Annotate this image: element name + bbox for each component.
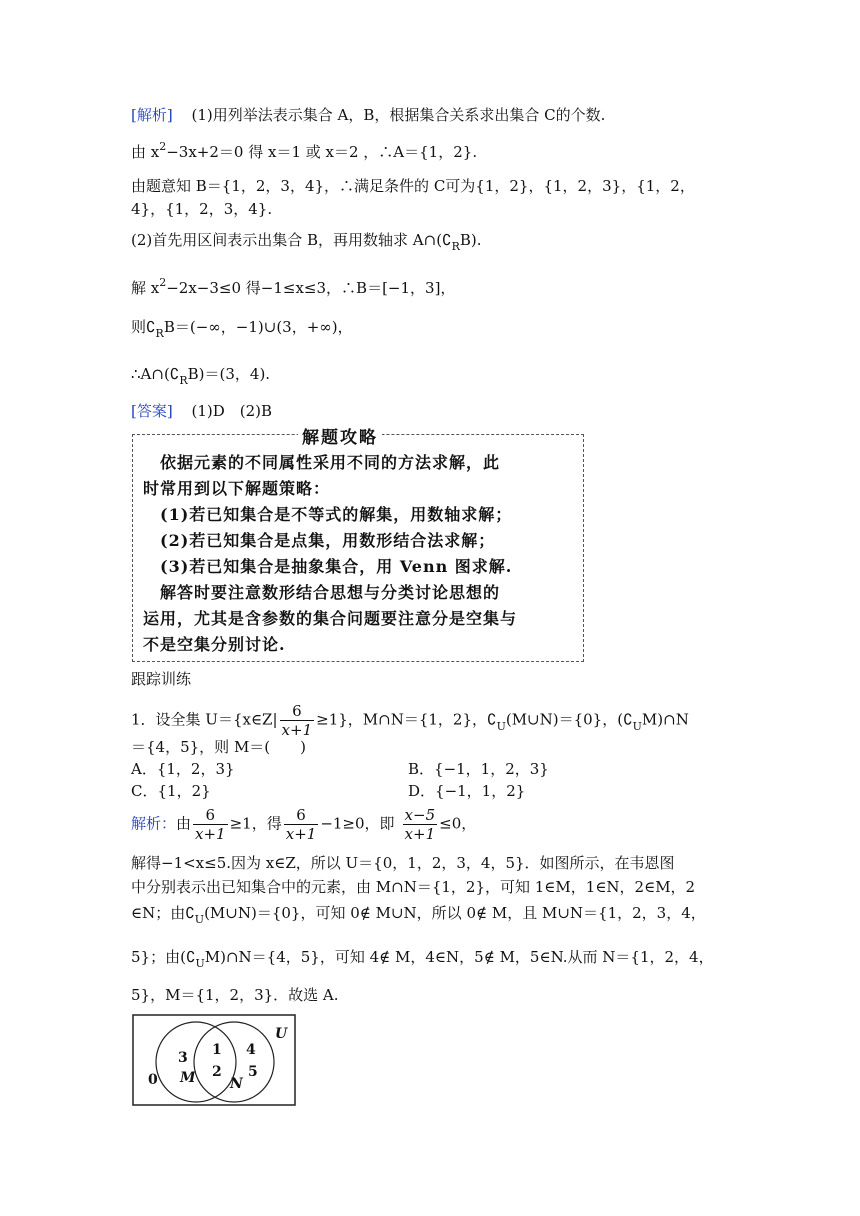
strategy-line: 解答时要注意数形结合思想与分类讨论思想的 [143, 583, 501, 602]
solution-line-4: ∈N；由$∁_U(M\cup N)=\{0\}$，可知 0∉ M∪N，所以 0∉ M，且 M∪N＝{1，2，3，4， [131, 904, 706, 926]
analysis-line-4: 4}，{1，2，3，4}. [131, 200, 273, 218]
venn-value-3: 3 [178, 1050, 188, 1066]
strategy-line: (3)若已知集合是抽象集合，用 Venn 图求解. [143, 557, 513, 576]
solution-line-3: 中分别表示出已知集合中的元素，由 M∩N＝{1，2}，可知 1∈M，1∈N，2∈M，2 [131, 878, 696, 896]
strategy-line: 时常用到以下解题策略： [143, 479, 331, 498]
option-d: D．{−1，1，2} [408, 782, 526, 800]
fraction: $\frac{x-5}{x+1}$ [404, 806, 436, 843]
venn-label-m: M [180, 1070, 196, 1086]
strategy-line: (2)若已知集合是点集，用数形结合法求解； [143, 531, 496, 550]
venn-label-n: N [230, 1076, 243, 1092]
venn-diagram [132, 1014, 298, 1108]
venn-value-4: 4 [246, 1042, 256, 1058]
solution-line-6: 5}，M＝{1，2，3}．故选 A. [131, 986, 339, 1004]
analysis-line-8: $\therefore A\cap(∁_RB)=(3$，4). [131, 365, 271, 387]
analysis-line-3: 由题意知 B＝{1，2，3，4}，∴满足条件的 C可为{1，2}，{1，2，3}，{1，2， [131, 177, 695, 195]
option-c: C．{1，2} [131, 782, 211, 800]
fraction: $\frac{6}{x+1}$ [195, 806, 226, 843]
venn-label-u: U [275, 1026, 288, 1042]
solution-line-1: 解析：由 $\frac{6}{x+1}$ ≥1，得 $\frac{6}{x+1}$ −1≥0，即 $\frac{x-5}{x+1}$ ≤0， [131, 806, 477, 843]
answer-tag: [答案] [131, 402, 173, 420]
venn-universe-box [133, 1015, 295, 1105]
strategy-line: 运用，尤其是含参数的集合问题要注意分是空集与 [143, 609, 518, 628]
question-line-1: 1．设全集 U＝{x∈Z| $\frac{6}{x+1}$ ≥1}，M∩N＝{1，2}，$∁_U(M\cup N)=\{0\}$，$(∁_UM)\cap N$ [131, 702, 689, 739]
answer-line: [答案] (1)D (2)B [131, 402, 273, 420]
option-b: B．{−1，1，2，3} [408, 760, 549, 778]
analysis-line-7: 则$∁_RB=(-\infty$，−1)∪(3，+∞)， [131, 318, 353, 340]
analysis-line-5: (2)首先用区间表示出集合 B，再用数轴求 $A\cap(∁_RB)$. [131, 231, 482, 253]
strategy-line: 不是空集分别讨论. [143, 635, 286, 654]
venn-value-2: 2 [212, 1064, 222, 1080]
strategy-title: 解题攻略 [298, 423, 382, 448]
analysis-line-1: [解析] (1)用列举法表示集合 A，B，根据集合关系求出集合 C的个数. [131, 106, 606, 124]
fraction: $\frac{6}{x+1}$ [281, 702, 313, 739]
venn-value-0: 0 [148, 1072, 158, 1088]
fraction: $\frac{6}{x+1}$ [285, 806, 317, 843]
practice-title: 跟踪训练 [131, 670, 192, 688]
analysis-tag: [解析] [131, 106, 173, 124]
option-a: A．{1，2，3} [131, 760, 235, 778]
solution-line-2: 解得−1<x≤5.因为 x∈Z，所以 U＝{0，1，2，3，4，5}．如图所示，在韦恩图 [131, 854, 675, 872]
solution-line-5: 5}；由$(∁_UM)\cap N=\{4$，5}，可知 4∉ M，4∈N，5∉ M，5∈N.从而 N＝{1，2，4， [131, 948, 714, 970]
venn-value-5: 5 [248, 1064, 258, 1080]
solution-tag: 解析： [131, 814, 177, 833]
strategy-line: (1)若已知集合是不等式的解集，用数轴求解； [143, 505, 513, 524]
venn-value-1: 1 [212, 1042, 222, 1058]
question-line-2: ＝{4，5}，则 M＝( ) [131, 738, 307, 756]
analysis-line-2: 由 $x^2-3x+2=0$ 得 x＝1 或 x＝2 ，∴A＝{1，2}. [131, 140, 478, 161]
analysis-line-6: 解 $x^2-2x-3\le 0$ 得−1≤x≤3，∴B＝[−1，3]， [131, 276, 456, 297]
strategy-line: 依据元素的不同属性采用不同的方法求解，此 [143, 453, 501, 472]
strategy-box [132, 428, 584, 662]
